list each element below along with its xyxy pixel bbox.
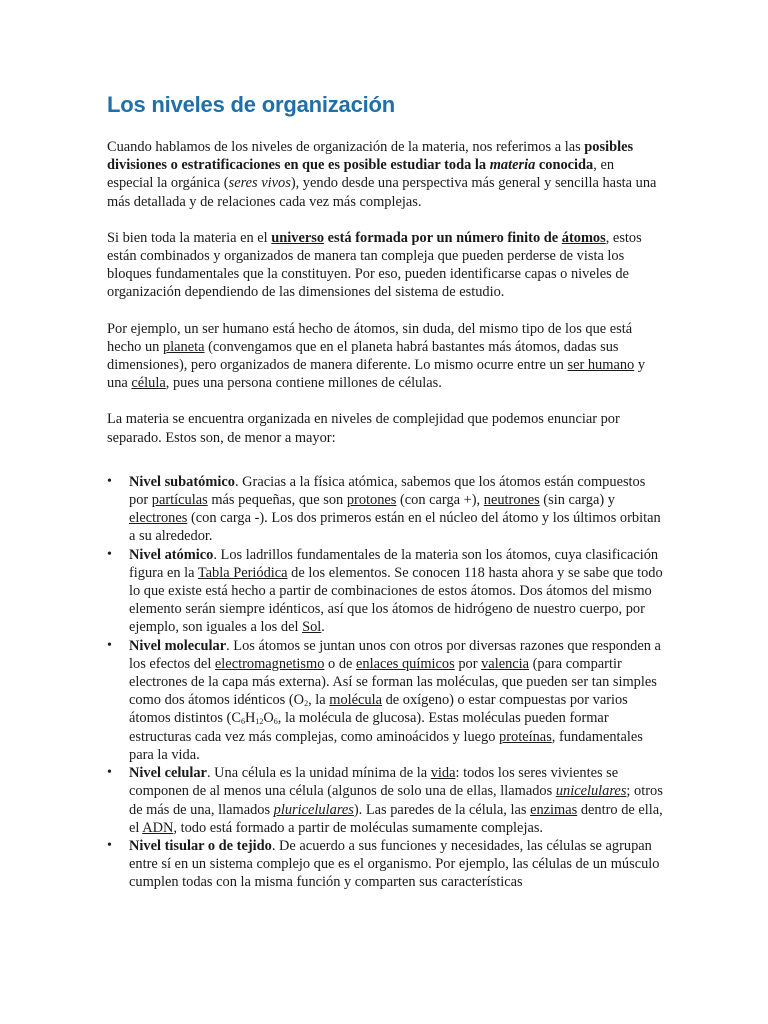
paragraph-matter: Si bien toda la materia en el universo está formada por un número finito de átomos, estos están combinados y organizados de manera tan compleja que pueden perderse de vista los bloques fundamentales que la constituyen. Por eso, pueden identificarse capas o niveles de organización dependiendo de las dimensiones del sistema de estudio. [107,229,642,301]
link-enzimas[interactable]: enzimas [530,801,578,818]
list-item-celular: • Nivel celular. Una célula es la unidad mínima de la vida: todos los seres vivientes se componen de al menos una célula (algunos de solo una de ellas, llamados unicelulares; otros de más de una, llamados pluricelulares). Las paredes de la célula, las enzimas dentro de ella, el ADN, todo está formado a partir de moléculas sumamente complejas. [129,764,663,837]
link-molecula[interactable]: molécula [329,692,383,709]
link-proteinas[interactable]: proteínas [499,728,552,745]
list-item-subatomico: • Nivel subatómico. Gracias a la física atómica, sabemos que los átomos están compuestos por partículas más pequeñas, que son protones (con carga +), neutrones (sin carga) y electrones (con carga -). Los dos primeros están en el núcleo del átomo y los últimos orbitan a su alrededor. [129,473,663,546]
link-sol[interactable]: Sol [302,619,322,636]
list-item-molecular: • Nivel molecular. Los átomos se juntan unos con otros por diversas razones que responden a los efectos del electromagnetismo o de enlaces químicos por valencia (para compartir electrones de la capa más externa). Así se forman las moléculas, que pueden ser tan simples como dos átomos idénticos ($O_2$, la molécula de oxígeno) o estar compuestas por varios átomos distintos ($C_6H_{12}O_6$, la molécula de glucosa). Estas moléculas pueden formar estructuras cada vez más complejas, como aminoácidos y luego proteínas, fundamentales para la vida. [129,637,663,764]
link-enlaces-quimicos[interactable]: enlaces químicos [356,655,455,672]
link-tabla-periodica[interactable]: Tabla Periódica [197,564,288,581]
paragraph-intro: Cuando hablamos de los niveles de organización de la materia, nos referimos a las posibles divisiones o estratificaciones en que es posible estudiar toda la materia conocida, en especial la orgánica (seres vivos), yendo desde una perspectiva más general y sencilla hasta una más detallada y de relaciones cada vez más complejas. [107,139,657,210]
link-unicelulares[interactable]: unicelulares [555,783,627,800]
link-valencia[interactable]: valencia [481,655,530,672]
link-vida[interactable]: vida [430,765,456,782]
link-neutrones[interactable]: neutrones [483,492,540,509]
paragraph-levels-intro: La materia se encuentra organizada en niveles de complejidad que podemos enunciar por separado. Estos son, de menor a mayor: [107,411,620,446]
link-electrones[interactable]: electrones [129,510,188,527]
paragraph-example: Por ejemplo, un ser humano está hecho de átomos, sin duda, del mismo tipo de los que está hecho un planeta (convengamos que en el planeta habrá bastantes más átomos, dadas sus dimensiones), pero organizados de manera diferente. Lo mismo ocurre entre un ser humano y una célula, pues una persona contiene millones de células. [107,320,646,392]
bold-phrase: posibles divisiones o estratificaciones en que es posible estudiar toda la materia conocida [107,139,634,174]
article-body [107,138,663,892]
link-electromagnetismo[interactable]: electromagnetismo [214,655,325,672]
link-ser-humano[interactable]: ser humano [567,357,635,374]
link-atomos[interactable]: átomos [561,229,606,246]
link-adn[interactable]: ADN [142,819,174,836]
list-item-atomico: • Nivel atómico. Los ladrillos fundamentales de la materia son los átomos, cuya clasificación figura en la Tabla Periódica de los elementos. Se conocen 118 hasta ahora y se sabe que todo lo que existe está hecho a partir de combinaciones de estos átomos. Dos átomos del mismo elemento serán siempre idénticos, así que los átomos de hidrógeno de nuestro cuerpo, por ejemplo, son iguales a los del Sol. [129,546,663,637]
link-particulas[interactable]: partículas [151,492,208,509]
page-title: Los niveles de organización [107,92,396,117]
list-item-tisular: • Nivel tisular o de tejido. De acuerdo a sus funciones y necesidades, las células se agrupan entre sí en un sistema complejo que es el organismo. Por ejemplo, las células de un músculo cumplen todas con la misma función y comparten sus características [129,837,663,892]
link-pluricelulares[interactable]: pluricelulares [273,801,354,818]
link-planeta[interactable]: planeta [162,338,205,355]
link-universo[interactable]: universo [271,229,325,246]
link-celula[interactable]: célula [131,375,166,392]
levels-list [107,473,663,892]
link-protones[interactable]: protones [346,492,397,509]
